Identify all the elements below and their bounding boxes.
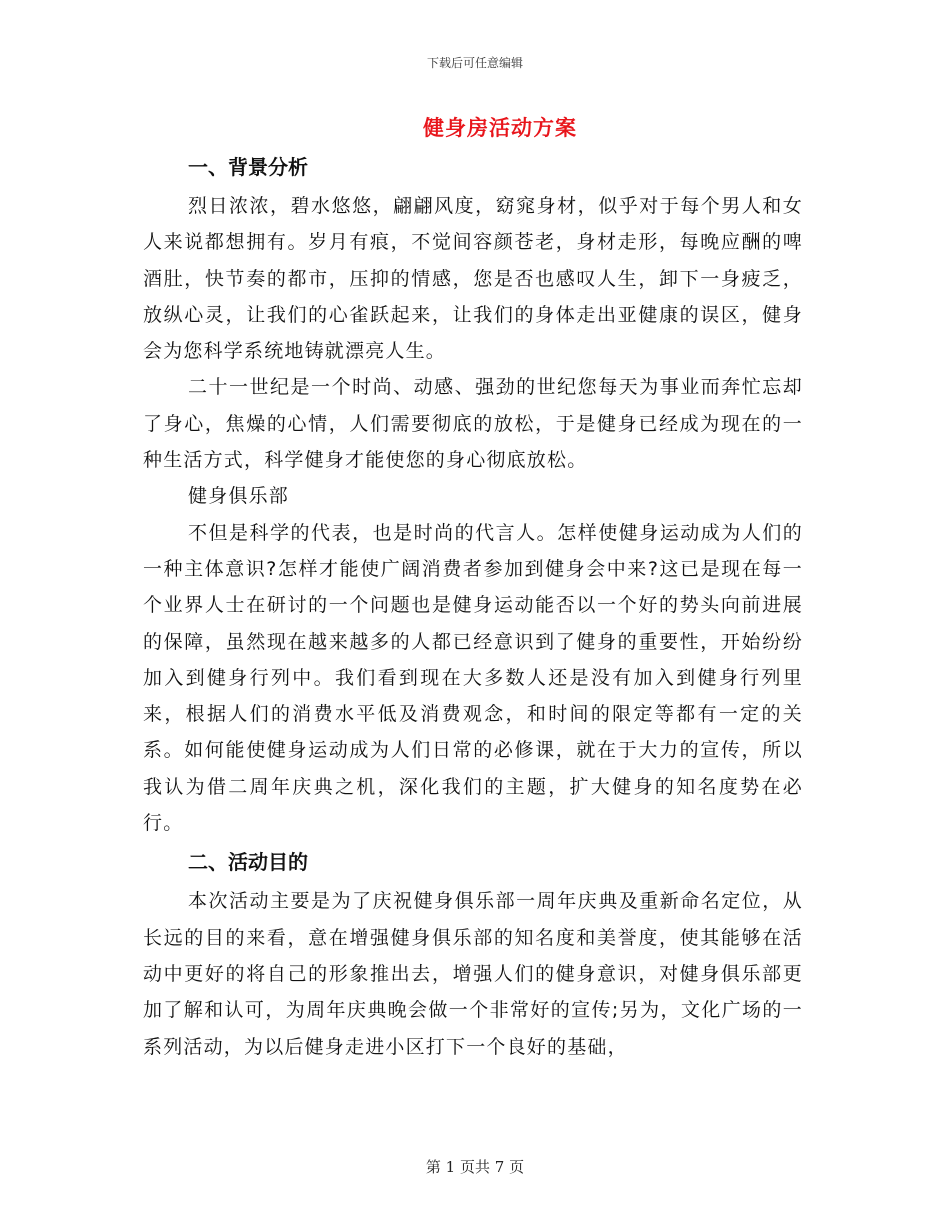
paragraph: 健身俱乐部 (188, 485, 290, 508)
document-title: 健身房活动方案 (423, 116, 577, 140)
section-background (143, 146, 803, 841)
document-body (143, 146, 803, 1065)
paragraph: 不但是科学的代表，也是时尚的代言人。怎样使健身运动成为人们的一种主体意识?怎样才能使广阔消费者参加到健身会中来?这已是现在每一个业界人士在研讨的一个问题也是健身运动能否以一个好的势头向前进展的保障，虽然现在越来越多的人都已经意识到了健身的重要性，开始纷纷加入到健身行列中。我们看到现在大多数人还是没有加入到健身行列里来，根据人们的消费水平低及消费观念，和时间的限定等都有一定的关系。如何能使健身运动成为人们日常的必修课，就在于大力的宣传，所以我认为借二周年庆典之机，深化我们的主题，扩大健身的知名度势在必行。 (143, 521, 803, 835)
paragraph: 烈日浓浓，碧水悠悠，翩翩风度，窈窕身材，似乎对于每个男人和女人来说都想拥有。岁月有痕，不觉间容颜苍老，身材走形，每晚应酬的啤酒肚，快节奏的都市，压抑的情感，您是否也感叹人生，卸下一身疲乏，放纵心灵，让我们的心雀跃起来，让我们的身体走出亚健康的误区，健身会为您科学系统地铸就漂亮人生。 (143, 195, 803, 363)
section-heading-background: 一、背景分析 (188, 155, 308, 179)
header-note: 下载后可任意编辑 (426, 56, 523, 70)
section-heading-purpose: 二、活动目的 (188, 850, 308, 875)
paragraph: 二十一世纪是一个时尚、动感、强劲的世纪您每天为事业而奔忙忘却了身心，焦燥的心情，人们需要彻底的放松，于是健身已经成为现在的一种生活方式，科学健身才能使您的身心彻底放松。 (143, 376, 803, 472)
paragraph: 本次活动主要是为了庆祝健身俱乐部一周年庆典及重新命名定位，从长远的目的来看，意在增强健身俱乐部的知名度和美誉度，使其能够在活动中更好的将自己的形象推出去，增强人们的健身意识，对健身俱乐部更加了解和认可，为周年庆典晚会做一个非常好的宣传;另为，文化广场的一系列活动，为以后健身走进小区打下一个良好的基础， (143, 890, 803, 1058)
section-purpose (143, 841, 803, 1064)
page-number: 第 1 页共 7 页 (425, 1158, 525, 1176)
